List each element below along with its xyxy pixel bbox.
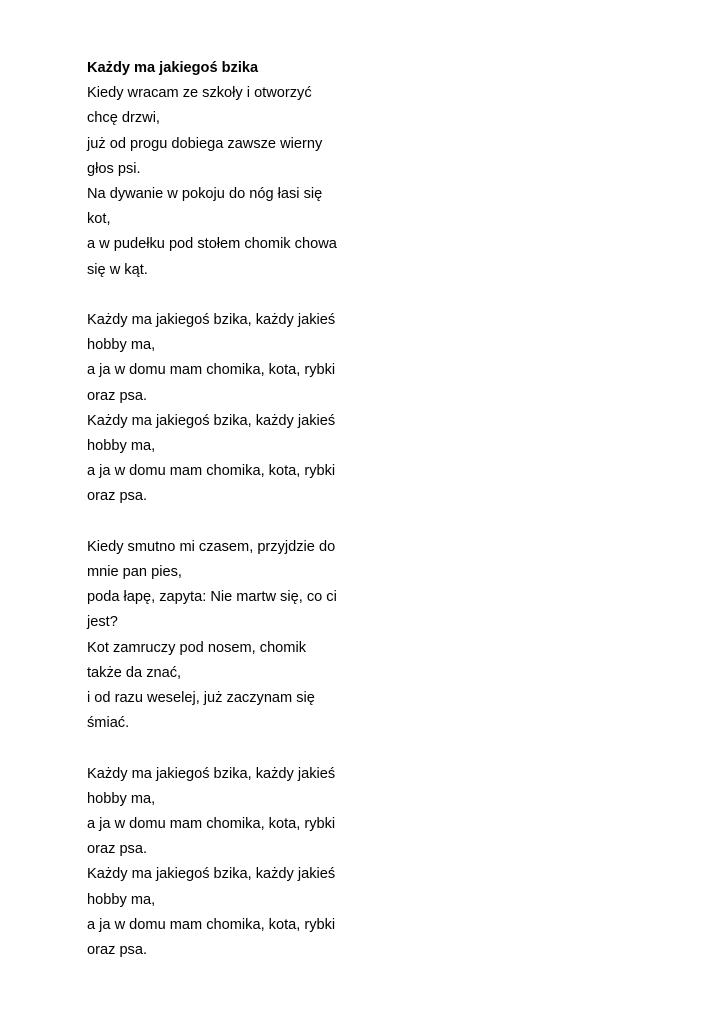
lyric-line: Na dywanie w pokoju do nóg łasi się xyxy=(87,186,323,203)
stanza-break xyxy=(87,283,357,308)
lyric-line: się w kąt. xyxy=(87,261,148,278)
lyric-line: Każdy ma jakiegoś bzika, każdy jakieś xyxy=(87,312,336,329)
lyrics-lines xyxy=(87,81,357,963)
lyric-line: a ja w domu mam chomika, kota, rybki xyxy=(87,816,336,833)
lyric-line: Każdy ma jakiegoś bzika, każdy jakieś xyxy=(87,412,336,429)
lyric-line: Kot zamruczy pod nosem, chomik xyxy=(87,639,306,656)
lyric-line: chcę drzwi, xyxy=(87,110,160,127)
lyric-line: kot, xyxy=(87,211,111,228)
lyric-line: oraz psa. xyxy=(87,942,148,959)
lyric-line: Kiedy smutno mi czasem, przyjdzie do xyxy=(87,538,336,555)
lyric-line: głos psi. xyxy=(87,160,141,177)
lyric-line: Kiedy wracam ze szkoły i otworzyć xyxy=(87,85,312,102)
lyric-line: Każdy ma jakiegoś bzika, każdy jakieś xyxy=(87,866,336,883)
song-lyrics xyxy=(87,56,357,963)
lyric-line: hobby ma, xyxy=(87,337,156,354)
lyric-line: jest? xyxy=(87,614,118,631)
lyric-line: hobby ma, xyxy=(87,790,156,807)
lyric-line: oraz psa. xyxy=(87,387,148,404)
lyric-line: mnie pan pies, xyxy=(87,564,182,581)
lyric-line: już od progu dobiega zawsze wierny xyxy=(87,135,323,152)
lyric-line: hobby ma, xyxy=(87,438,156,455)
lyric-line: a ja w domu mam chomika, kota, rybki xyxy=(87,916,336,933)
lyric-line: a w pudełku pod stołem chomik chowa xyxy=(87,236,337,253)
lyric-line: i od razu weselej, już zaczynam się xyxy=(87,690,315,707)
stanza-break xyxy=(87,736,357,761)
stanza-break xyxy=(87,510,357,535)
lyric-line: śmiać. xyxy=(87,715,130,732)
lyric-line: a ja w domu mam chomika, kota, rybki xyxy=(87,463,336,480)
lyric-line: hobby ma, xyxy=(87,891,156,908)
lyric-line: także da znać, xyxy=(87,664,182,681)
lyric-line: Każdy ma jakiegoś bzika, każdy jakieś xyxy=(87,765,336,782)
song-title: Każdy ma jakiegoś bzika xyxy=(87,60,259,76)
lyric-line: oraz psa. xyxy=(87,488,148,505)
lyric-line: oraz psa. xyxy=(87,841,148,858)
lyric-line: poda łapę, zapyta: Nie martw się, co ci xyxy=(87,589,337,606)
lyric-line: a ja w domu mam chomika, kota, rybki xyxy=(87,362,336,379)
